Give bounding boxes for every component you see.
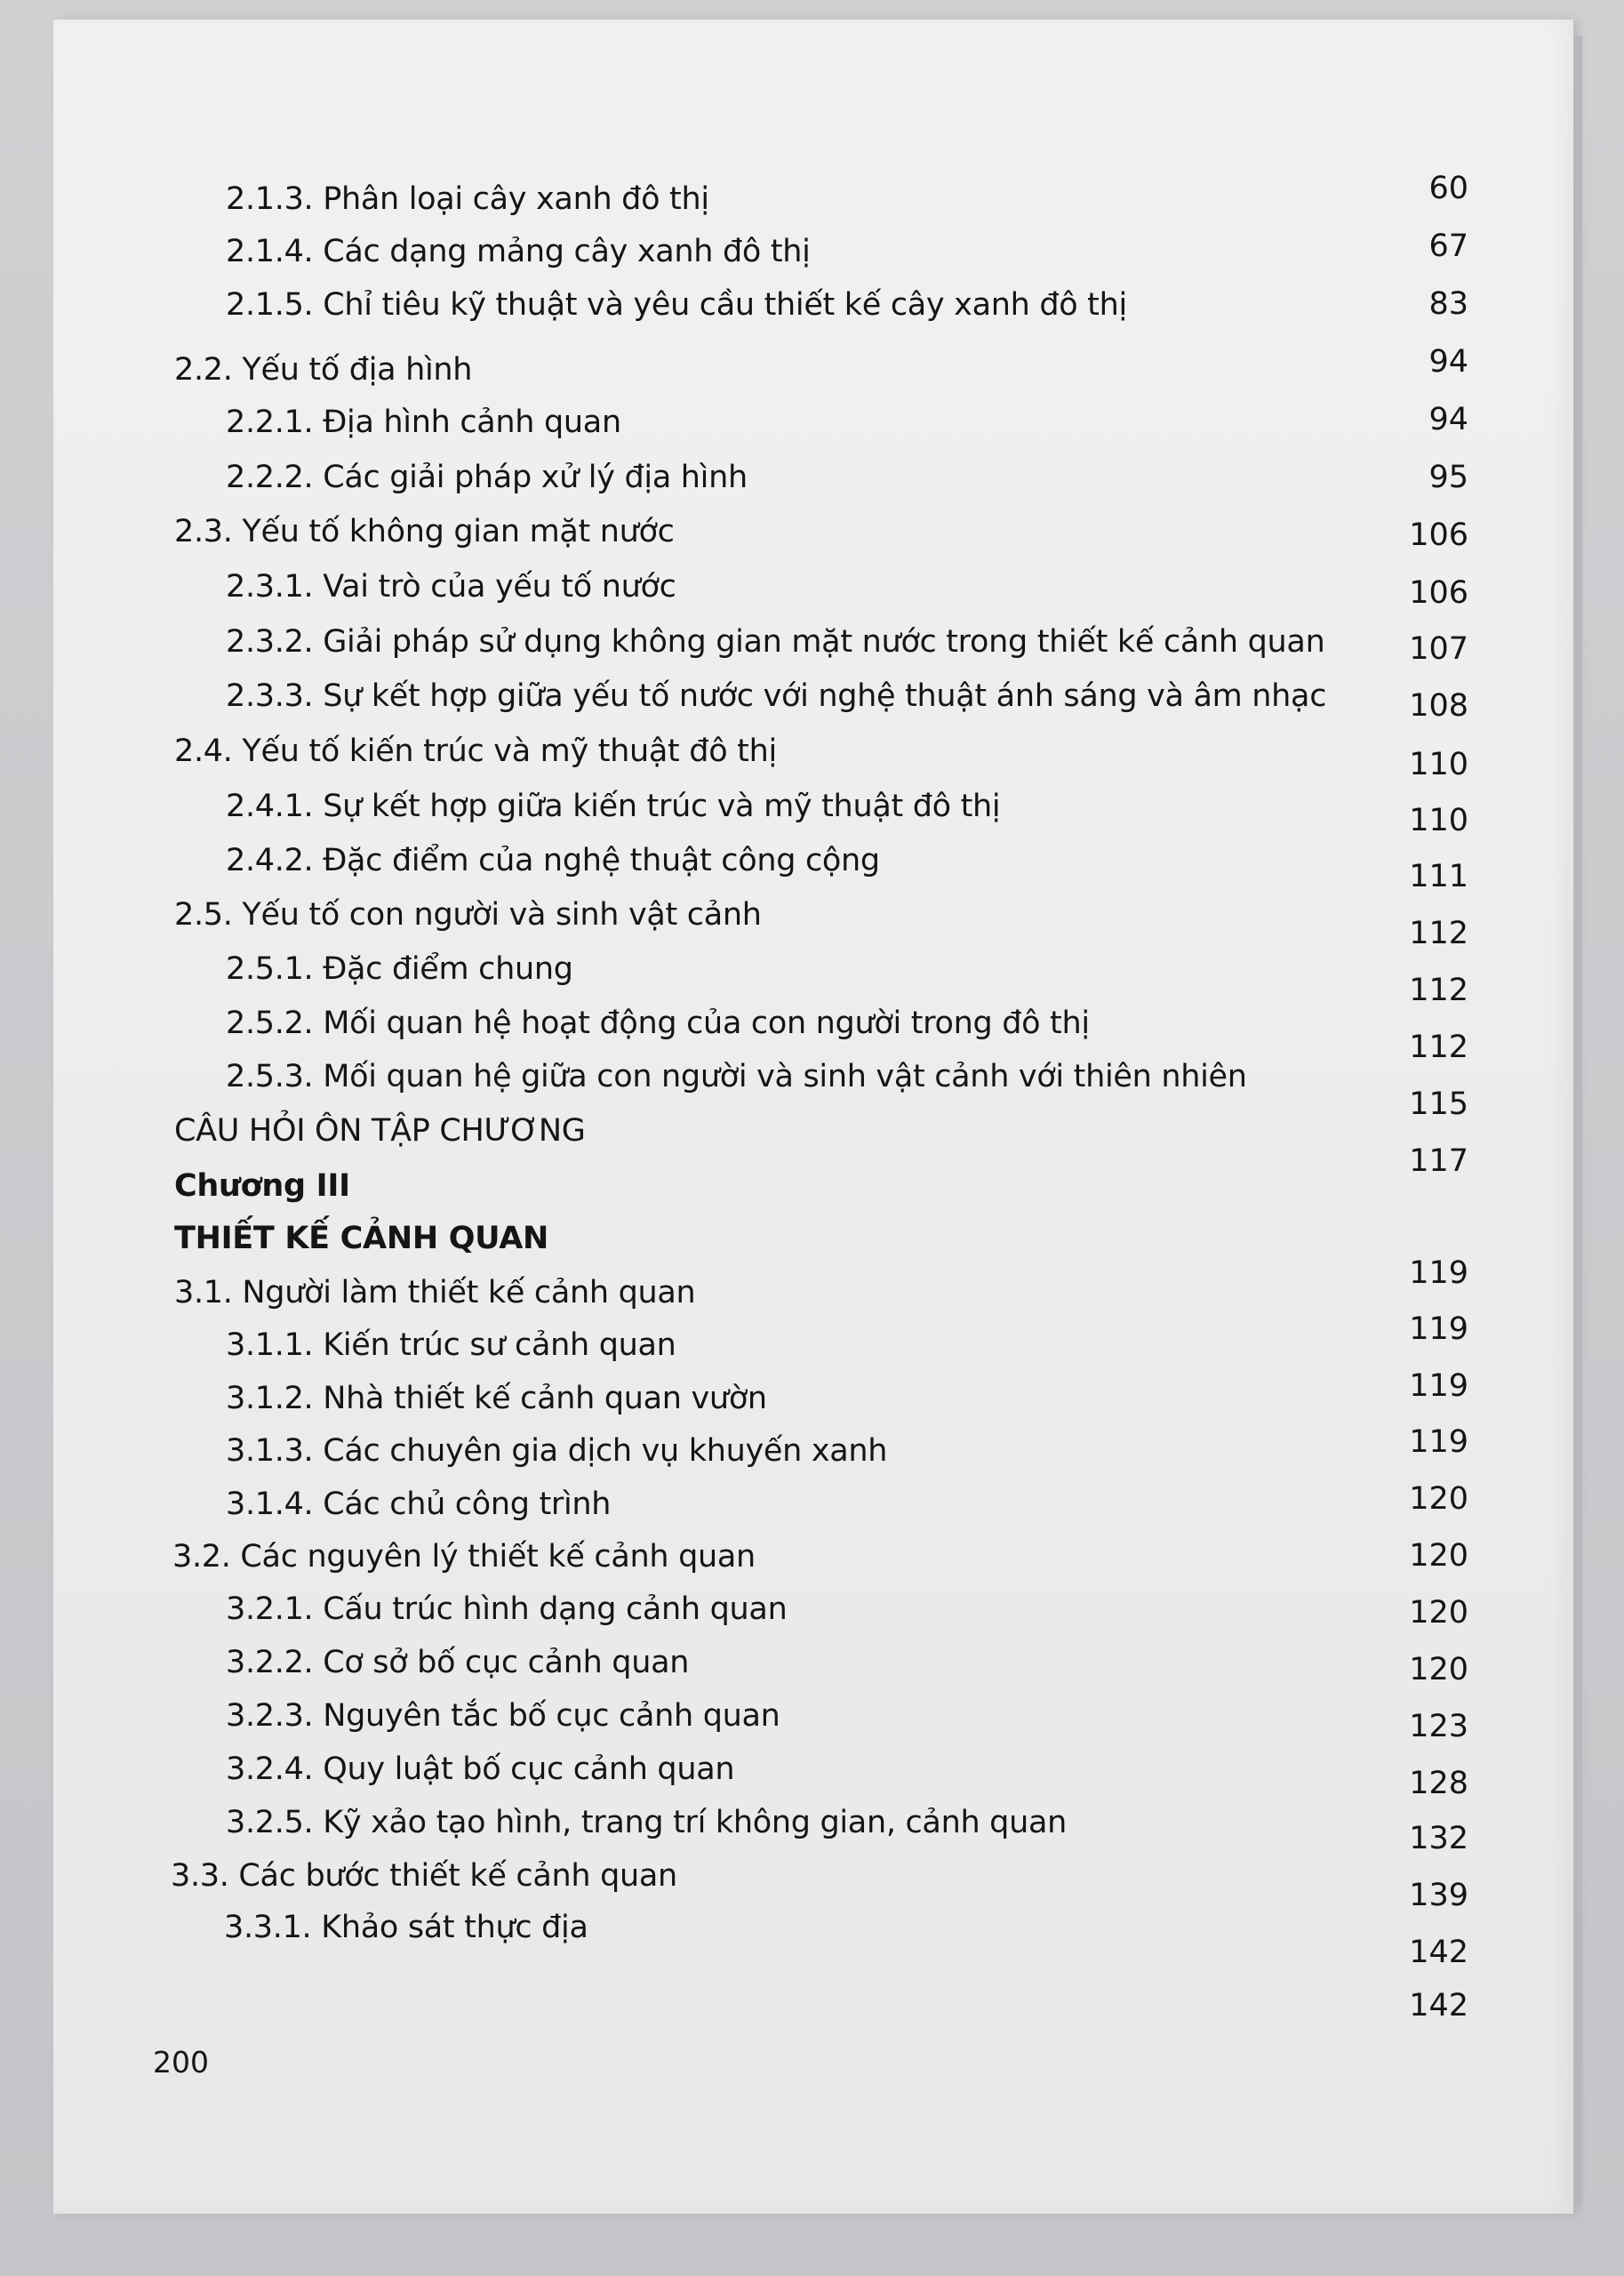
toc-entry-title: 3.1.4. Các chủ công trình: [226, 1487, 612, 1522]
toc-entry: [226, 622, 1324, 661]
toc-entry: [226, 403, 621, 442]
toc-entry-page-number: 110: [1409, 803, 1468, 838]
toc-entry-title: 2.3.1. Vai trò của yếu tố nước: [226, 569, 676, 605]
toc-entry-page-number: 117: [1409, 1143, 1468, 1179]
toc-entry-title: 3.2.2. Cơ sở bố cục cảnh quan: [226, 1645, 690, 1680]
toc-entry: [226, 1696, 780, 1735]
toc-entry-title: 2.3. Yếu tố không gian mặt nước: [174, 514, 675, 549]
table-of-contents: [53, 20, 1573, 2214]
toc-entry: [174, 1166, 350, 1206]
toc-entry-title: 2.3.2. Giải pháp sử dụng không gian mặt nước trong thiết kế cảnh quan: [226, 624, 1325, 660]
toc-entry: [226, 1431, 887, 1471]
toc-entry: [226, 567, 676, 606]
toc-entry: [174, 512, 675, 551]
toc-entry-title: 3.1. Người làm thiết kế cảnh quan: [174, 1275, 696, 1310]
toc-entry-page-number: 95: [1428, 460, 1468, 495]
toc-entry: [226, 1326, 676, 1365]
toc-entry-page-number: 120: [1409, 1481, 1468, 1517]
toc-entry-title: 2.4. Yếu tố kiến trúc và mỹ thuật đô thị: [174, 733, 777, 769]
toc-entry: [174, 732, 777, 771]
toc-entry-title: 3.3.1. Khảo sát thực địa: [224, 1910, 588, 1945]
toc-heading-title: THIẾT KẾ CẢNH QUAN: [174, 1221, 548, 1256]
toc-entry-title: 3.1.3. Các chuyên gia dịch vụ khuyến xanh: [226, 1433, 888, 1469]
toc-entry-page-number: 94: [1428, 402, 1468, 437]
toc-entry: [226, 1379, 767, 1418]
toc-entry: [224, 1908, 588, 1947]
toc-entry-title: 2.2.2. Các giải pháp xử lý địa hình: [226, 460, 748, 495]
toc-entry-page-number: 119: [1409, 1424, 1468, 1460]
toc-heading-title: Chương III: [174, 1168, 350, 1204]
toc-entry: [226, 232, 811, 271]
toc-entry-title: 2.1.3. Phân loại cây xanh đô thị: [226, 181, 709, 217]
book-page: [53, 20, 1573, 2214]
toc-entry-page-number: 139: [1409, 1878, 1468, 1913]
toc-entry-title: 2.5.1. Đặc điểm chung: [226, 951, 573, 987]
toc-entry: [174, 1111, 586, 1150]
toc-entry-title: 3.2.1. Cấu trúc hình dạng cảnh quan: [226, 1591, 788, 1627]
toc-entry: [226, 1485, 611, 1524]
toc-entry-page-number: 123: [1409, 1709, 1468, 1744]
toc-entry-page-number: 132: [1409, 1821, 1468, 1856]
toc-entry-title: 3.2. Các nguyên lý thiết kế cảnh quan: [172, 1539, 756, 1575]
toc-entry-title: 2.5.2. Mối quan hệ hoạt động của con người trong đô thị: [226, 1006, 1090, 1041]
toc-entry: [226, 1803, 1067, 1842]
toc-entry: [174, 895, 762, 934]
toc-entry-title: 2.3.3. Sự kết hợp giữa yếu tố nước với nghệ thuật ánh sáng và âm nhạc: [226, 678, 1327, 714]
toc-entry-title: 3.1.2. Nhà thiết kế cảnh quan vườn: [226, 1381, 767, 1416]
toc-entry-page-number: 120: [1409, 1538, 1468, 1574]
toc-entry-title: 3.2.5. Kỹ xảo tạo hình, trang trí không gian, cảnh quan: [226, 1805, 1068, 1840]
toc-entry: [226, 950, 573, 989]
toc-entry-title: 2.5.3. Mối quan hệ giữa con người và sinh vật cảnh với thiên nhiên: [226, 1059, 1247, 1094]
toc-entry: [226, 841, 880, 880]
toc-entry-page-number: 106: [1409, 575, 1468, 611]
toc-entry-page-number: 120: [1409, 1652, 1468, 1687]
toc-entry-title: 2.2.1. Địa hình cảnh quan: [226, 405, 621, 440]
toc-entry-page-number: 142: [1409, 1988, 1468, 2024]
toc-entry-page-number: 83: [1428, 286, 1468, 322]
toc-entry: [226, 1643, 689, 1682]
toc-entry-page-number: 119: [1409, 1255, 1468, 1291]
toc-entry-page-number: 110: [1409, 747, 1468, 782]
toc-entry-page-number: 119: [1409, 1311, 1468, 1347]
toc-entry: [174, 350, 472, 389]
toc-entry-page-number: 119: [1409, 1368, 1468, 1404]
page-number-footer: 200: [153, 2045, 209, 2080]
toc-entry-page-number: 106: [1409, 517, 1468, 553]
toc-entry-page-number: 107: [1409, 631, 1468, 667]
toc-entry-title: 2.4.2. Đặc điểm của nghệ thuật công cộng: [226, 843, 880, 878]
toc-entry-title: 2.4.1. Sự kết hợp giữa kiến trúc và mỹ thuật đô thị: [226, 789, 1001, 824]
toc-entry-title: 3.1.1. Kiến trúc sư cảnh quan: [226, 1327, 676, 1363]
toc-entry-page-number: 128: [1409, 1766, 1468, 1801]
toc-entry: [226, 180, 709, 219]
toc-entry-page-number: 108: [1409, 688, 1468, 724]
toc-entry-title: 3.3. Các bước thiết kế cảnh quan: [171, 1858, 677, 1894]
toc-entry: [226, 1590, 787, 1629]
toc-entry-title: CÂU HỎI ÔN TẬP CHƯƠNG: [174, 1113, 586, 1149]
toc-entry-page-number: 112: [1409, 1030, 1468, 1065]
toc-entry-title: 3.2.3. Nguyên tắc bố cục cảnh quan: [226, 1698, 780, 1734]
toc-entry-page-number: 111: [1409, 859, 1468, 894]
toc-entry-title: 2.1.5. Chỉ tiêu kỹ thuật và yêu cầu thiết kế cây xanh đô thị: [226, 287, 1127, 323]
toc-entry: [174, 1219, 548, 1258]
toc-entry: [226, 1057, 1247, 1096]
toc-entry-page-number: 67: [1428, 228, 1468, 264]
toc-entry: [172, 1537, 756, 1576]
toc-entry-page-number: 142: [1409, 1935, 1468, 1970]
toc-entry: [226, 1004, 1090, 1043]
toc-entry-title: 2.2. Yếu tố địa hình: [174, 352, 473, 388]
toc-entry: [226, 787, 1000, 826]
toc-entry: [174, 1273, 695, 1312]
toc-entry: [226, 677, 1326, 716]
toc-entry: [226, 1750, 734, 1789]
toc-entry-title: 2.1.4. Các dạng mảng cây xanh đô thị: [226, 234, 811, 269]
toc-entry: [226, 285, 1127, 325]
toc-entry: [226, 458, 748, 497]
toc-entry-page-number: 60: [1428, 171, 1468, 206]
toc-entry-title: 3.2.4. Quy luật bố cục cảnh quan: [226, 1751, 735, 1787]
toc-entry-page-number: 120: [1409, 1595, 1468, 1631]
toc-entry-page-number: 94: [1428, 344, 1468, 380]
toc-entry-page-number: 112: [1409, 973, 1468, 1008]
toc-entry: [171, 1856, 677, 1895]
toc-entry-page-number: 112: [1409, 916, 1468, 951]
toc-entry-page-number: 115: [1409, 1086, 1468, 1122]
toc-entry-title: 2.5. Yếu tố con người và sinh vật cảnh: [174, 897, 762, 933]
